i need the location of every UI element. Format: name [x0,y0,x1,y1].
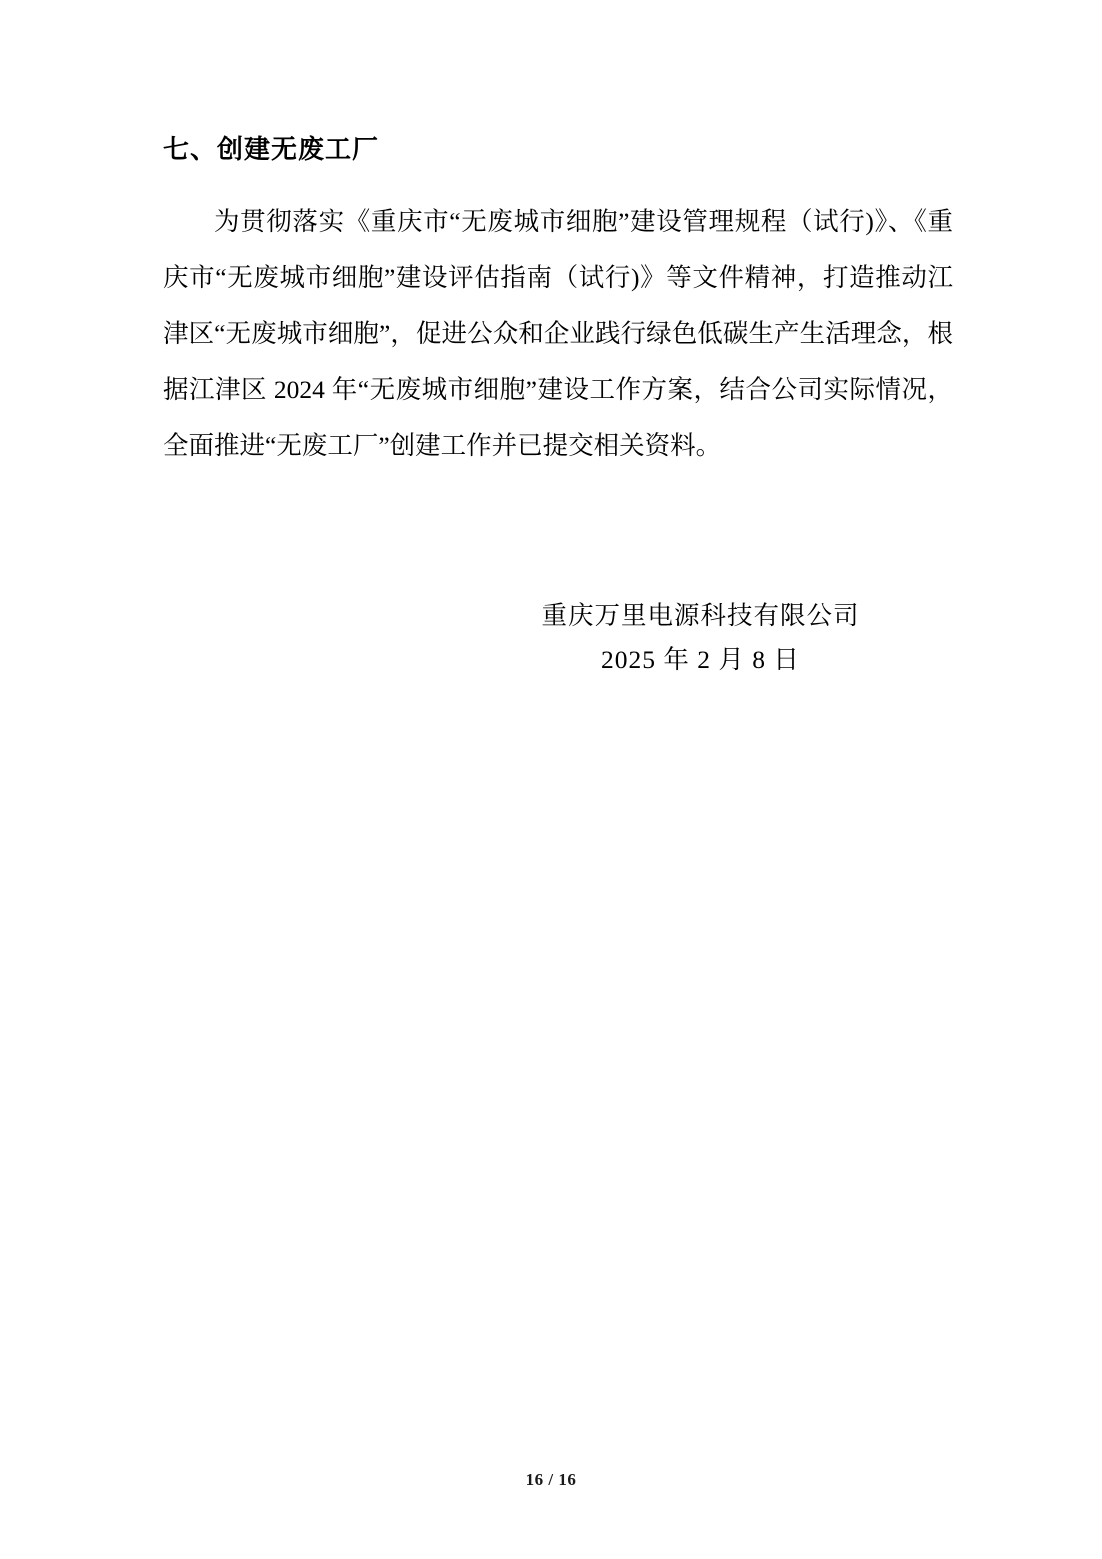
section-paragraph: 为贯彻落实《重庆市“无废城市细胞”建设管理规程（试行)》、《重庆市“无废城市细胞”建设评估指南（试行)》等文件精神，打造推动江津区“无废城市细胞”，促进公众和企业践行绿色低碳生产生活理念，根据江津区 2024 年“无废城市细胞”建设工作方案，结合公司实际情况，全面推进“无废工厂”创建工作并已提交相关资料。 [163,207,953,461]
signature-date: 2025 年 2 月 8 日 [601,645,800,675]
signature-company: 重庆万里电源科技有限公司 [541,601,860,631]
document-content [163,0,953,682]
page-number: 16 / 16 [525,1470,577,1489]
signature-block [163,594,953,682]
section-heading: 七、创建无废工厂 [163,135,380,165]
